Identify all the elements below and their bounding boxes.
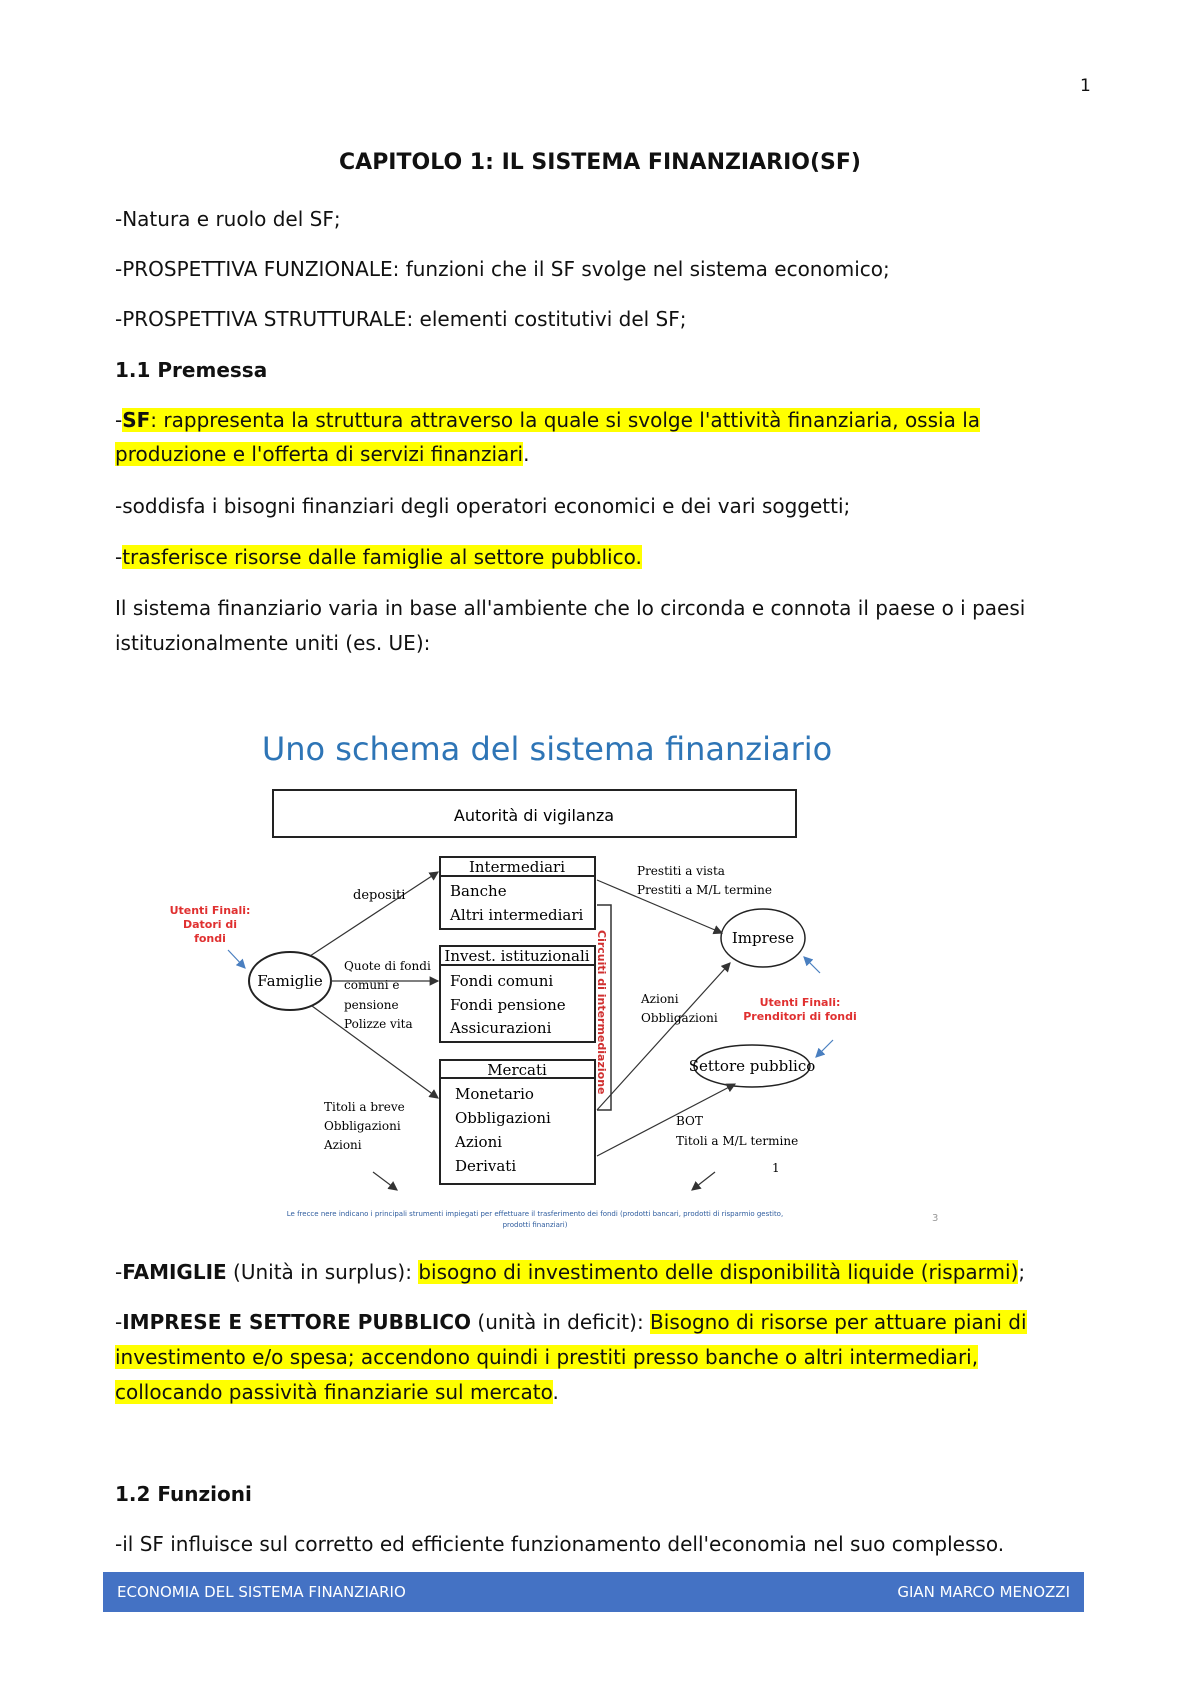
diagram-note: prodotti finanziari) [502, 1221, 568, 1229]
famiglie-highlight: bisogno di investimento delle disponibilità liquide (risparmi) [418, 1260, 1019, 1284]
varia-line-2: istituzionalmente uniti (es. UE): [115, 631, 431, 655]
prestiti-label: Prestiti a vista [637, 864, 725, 878]
varia-line-1: Il sistema finanziario varia in base all'ambiente che lo circonda e connota il paese o i paesi [115, 596, 1026, 620]
blue-arrow-datori [228, 950, 245, 968]
sf-definition-end: . [523, 442, 530, 466]
titoli-label: Titoli a breve [324, 1100, 405, 1114]
utenti-datori-label: Utenti Finali: [169, 904, 251, 917]
imprese-line-2 [115, 1340, 978, 1374]
imprese-highlight-2: investimento e/o spesa; accendono quindi i prestiti presso banche o altri intermediari, [115, 1345, 979, 1369]
arrow-famiglie-intermediari [310, 872, 438, 956]
blue-arrow-settore [816, 1040, 833, 1057]
imprese-highlight-3: collocando passività finanziarie sul mercato [115, 1380, 553, 1404]
sf-prefix: - [115, 408, 123, 432]
quote-label: comuni e [344, 978, 400, 992]
invest-item: Fondi comuni [450, 972, 554, 990]
page-title: CAPITOLO 1: IL SISTEMA FINANZIARIO(SF) [339, 150, 861, 175]
funzioni-line-1: -il SF influisce sul corretto ed efficiente funzionamento dell'economia nel suo complesso. [115, 1532, 1005, 1556]
imprese-highlight-1: Bisogno di risorse per attuare piani di [650, 1310, 1027, 1334]
circuiti-label: Circuiti di intermediazione [595, 930, 608, 1095]
imprese-term: IMPRESE E SETTORE PUBBLICO [122, 1310, 472, 1334]
azioni-obb-label: Azioni [641, 992, 679, 1006]
trasferisce-prefix: - [115, 545, 123, 569]
bot-label: Titoli a M/L termine [676, 1134, 799, 1148]
diagram-title: Uno schema del sistema finanziario [261, 730, 833, 768]
intermediari-item: Banche [450, 882, 507, 900]
intro-line-2: -PROSPETTIVA FUNZIONALE: funzioni che il SF svolge nel sistema economico; [115, 257, 890, 281]
diagram-note: Le frecce nere indicano i principali strumenti impiegati per effettuare il trasferimento dei fondi (prodotti bancari, prodotti di risparmio gestito, [286, 1210, 784, 1218]
prestiti-label: Prestiti a M/L termine [637, 883, 772, 897]
settore-pubblico-label: Settore pubblico [688, 1057, 816, 1075]
famiglie-end: ; [1018, 1260, 1026, 1284]
sf-definition-text-2: produzione e l'offerta di servizi finanziari [115, 442, 524, 466]
mercati-header: Mercati [487, 1061, 547, 1079]
invest-item: Fondi pensione [450, 996, 566, 1014]
quote-label: Quote di fondi [344, 959, 431, 973]
depositi-label: depositi [353, 888, 406, 903]
pointer-arrow-right [692, 1172, 715, 1190]
famiglie-prefix: - [115, 1260, 123, 1284]
page-footer [103, 1572, 1084, 1612]
azioni-obb-label: Obbligazioni [641, 1011, 718, 1025]
footer-author: GIAN MARCO MENOZZI [897, 1583, 1070, 1601]
slide-number: 3 [932, 1213, 939, 1224]
sf-definition-text: : rappresenta la struttura attraverso la quale si svolge l'attività finanziaria, ossia la [150, 408, 981, 432]
imprese-mid: (unità in deficit): [471, 1310, 651, 1334]
imprese-line-3 [115, 1375, 559, 1409]
quote-label: pensione [344, 998, 399, 1012]
page-number: 1 [1080, 76, 1091, 96]
imprese-label: Imprese [731, 929, 795, 947]
utenti-prenditori-label: Utenti Finali: [759, 996, 841, 1009]
imprese-prefix: - [115, 1310, 123, 1334]
mercati-item: Monetario [455, 1085, 534, 1103]
invest-header: Invest. istituzionali [444, 947, 590, 965]
soddisfa-line: -soddisfa i bisogni finanziari degli operatori economici e dei vari soggetti; [115, 494, 851, 518]
intermediari-item: Altri intermediari [450, 906, 584, 924]
imprese-end: . [552, 1380, 559, 1404]
sf-term: SF [122, 408, 151, 432]
quote-label: Polizze vita [344, 1017, 413, 1031]
footer-course: ECONOMIA DEL SISTEMA FINANZIARIO [117, 1583, 406, 1601]
blue-arrow-imprese [804, 957, 820, 973]
mercati-item: Obbligazioni [455, 1109, 551, 1127]
bot-label: BOT [676, 1114, 703, 1128]
arrow-mercati-imprese [597, 963, 730, 1110]
trasferisce-text: trasferisce risorse dalle famiglie al settore pubblico. [122, 545, 642, 569]
intro-line-3: -PROSPETTIVA STRUTTURALE: elementi costitutivi del SF; [115, 307, 687, 331]
famiglie-label: Famiglie [257, 972, 323, 990]
utenti-datori-label: fondi [194, 932, 226, 945]
titoli-label: Azioni [324, 1138, 362, 1152]
section-heading-premessa: 1.1 Premessa [115, 358, 268, 382]
mark-one: 1 [772, 1161, 780, 1175]
intermediari-header: Intermediari [468, 858, 566, 876]
pointer-arrow-left [373, 1172, 397, 1190]
utenti-datori-label: Datori di [182, 918, 238, 931]
authority-label: Autorità di vigilanza [453, 806, 615, 825]
famiglie-line [115, 1255, 1025, 1289]
famiglie-mid: (Unità in surplus): [226, 1260, 419, 1284]
intro-line-1: -Natura e ruolo del SF; [115, 207, 341, 231]
mercati-item: Derivati [455, 1157, 517, 1175]
section-heading-funzioni: 1.2 Funzioni [115, 1482, 252, 1506]
utenti-prenditori-label: Prenditori di fondi [743, 1010, 857, 1023]
famiglie-term: FAMIGLIE [122, 1260, 227, 1284]
imprese-line-1 [115, 1305, 1027, 1339]
invest-item: Assicurazioni [450, 1019, 552, 1037]
mercati-item: Azioni [455, 1133, 503, 1151]
titoli-label: Obbligazioni [324, 1119, 401, 1133]
